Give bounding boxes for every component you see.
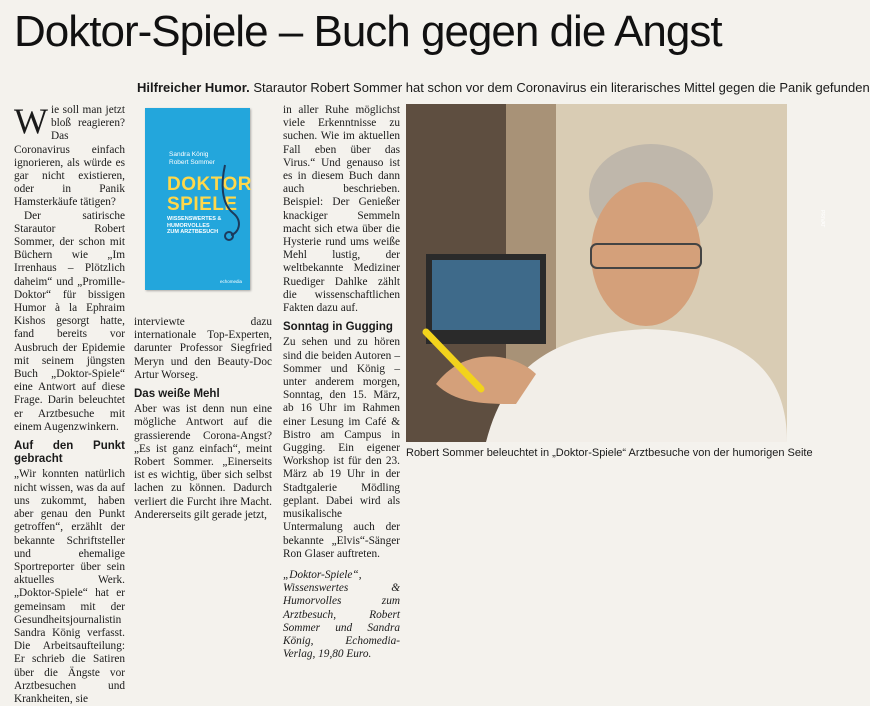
section-heading: Auf den Punkt gebracht bbox=[14, 440, 125, 466]
article-column-1 bbox=[14, 101, 125, 706]
author-portrait-illustration bbox=[406, 104, 787, 442]
subheadline-text: Starautor Robert Sommer hat schon vor dem Coronavirus ein literarisches Mittel gegen die Panik gefunden bbox=[253, 80, 870, 95]
photo-caption: Robert Sommer beleuchtet in „Doktor-Spiele“ Arztbesuche von der humorigen Seite bbox=[406, 447, 813, 459]
article-paragraph: Der satirische Starautor Robert Sommer, der schon mit Büchern wie „Im Irrenhaus – Plötzlich daheim“ und „Promille-Doktor“ für bissigen Humor à la Ephraim Kishos gesorgt hatte, fand bereits vor Ausbruch der Epidemie mit seinem jüngsten Buch „Doktor-Spiele“ eine Antwort auf diese Frage. Darin beleuchtet er Arztbesuche mit einem Augenzwinkern. bbox=[14, 209, 125, 433]
article-paragraph: „Wir konnten natürlich nicht wissen, was da auf uns zukommt, haben aber genau den Punkt getroffen“, erzählt der bekannte Schriftsteller und ehemalige Sportreporter über sein aktuelles Werk. „Doktor-Spiele“ hat er gemeinsam mit der Gesundheitsjournalistin Sandra König verfasst. Die Arbeitsaufteilung: Er schrieb die Satiren über die Ängste vor Arztbesuchen und Krankheiten, sie bbox=[14, 468, 125, 705]
author-photo bbox=[406, 104, 825, 442]
article-paragraph: Zu sehen und zu hören sind die beiden Autoren – Sommer und König – unter anderem morgen, Sonntag, den 15. März, ab 16 Uhr im Rahmen einer Lesung im Café & Bistro am Campus in Gugging. Ein eigener Workshop ist für den 23. März ab 19 Uhr in der Stadtgalerie Mödling geplant. Dabei wird als musikalische Untermalung auch der bekannte „Elvis“-Sänger Ron Glaser auftreten. bbox=[283, 336, 400, 560]
book-authors: Sandra König Robert Sommer bbox=[169, 151, 215, 166]
section-heading: Sonntag in Gugging bbox=[283, 321, 393, 334]
article-paragraph: interviewte dazu internationale Top-Experten, darunter Professor Siegfried Meryn und den Beauty-Doc Artur Worseg. bbox=[134, 316, 272, 381]
dropcap: W bbox=[14, 101, 48, 141]
book-publisher: echomedia bbox=[219, 279, 242, 284]
book-info: „Doktor-Spiele“, Wissenswertes & Humorvolles zum Arztbesuch, Robert Sommer und Sandra König, Echomedia-Verlag, 19,80 Euro. bbox=[283, 568, 400, 661]
article-paragraph: in aller Ruhe möglichst viele Erkenntnisse zu suchen. Wie im aktuellen Fall eben über das Virus.“ Und genauso ist es in diesem Buch dann auch beschrieben. Beispiel: Der Genießer knackiger Semmeln macht sich etwa über die Hysterie rund ums weiße Mehl lustig, der weltbekannte Mediziner Ruediger Dahlke zählt die wissenschaftlichen Fakten dazu auf. bbox=[283, 104, 400, 315]
book-cover-image bbox=[145, 108, 250, 290]
subheadline-kicker: Hilfreicher Humor. bbox=[137, 80, 250, 95]
headline: Doktor-Spiele – Buch gegen die Angst bbox=[14, 7, 722, 56]
stethoscope-icon bbox=[219, 163, 245, 243]
subheadline bbox=[137, 80, 870, 96]
book-title-line-2: SPIELE bbox=[167, 194, 238, 215]
article-paragraph: Aber was ist denn nun eine mögliche Antwort auf die grassierende Corona-Angst? „Es ist ganz einfach“, meint Robert Sommer. „Einerseits ist es wichtig, über sich selbst lachen zu können. Dadurch verliert die Furcht ihre Macht. Andererseits gilt gerade jetzt, bbox=[134, 403, 272, 521]
book-title-line-1: DOKTOR bbox=[167, 174, 252, 195]
article-paragraph: Wie soll man jetzt bloß reagieren? Das Coronavirus einfach ignorieren, als würde es gar nicht existieren, oder in Panik Hamsterkäufe tätigen? bbox=[14, 101, 125, 209]
book-subtitle: WISSENSWERTES & HUMORVOLLES ZUM ARZTBESUCH bbox=[167, 216, 222, 235]
article-column-2 bbox=[134, 316, 272, 522]
article-column-3 bbox=[283, 104, 400, 661]
photo-credit: PRIVAT bbox=[819, 210, 825, 228]
section-heading: Das weiße Mehl bbox=[134, 388, 220, 401]
